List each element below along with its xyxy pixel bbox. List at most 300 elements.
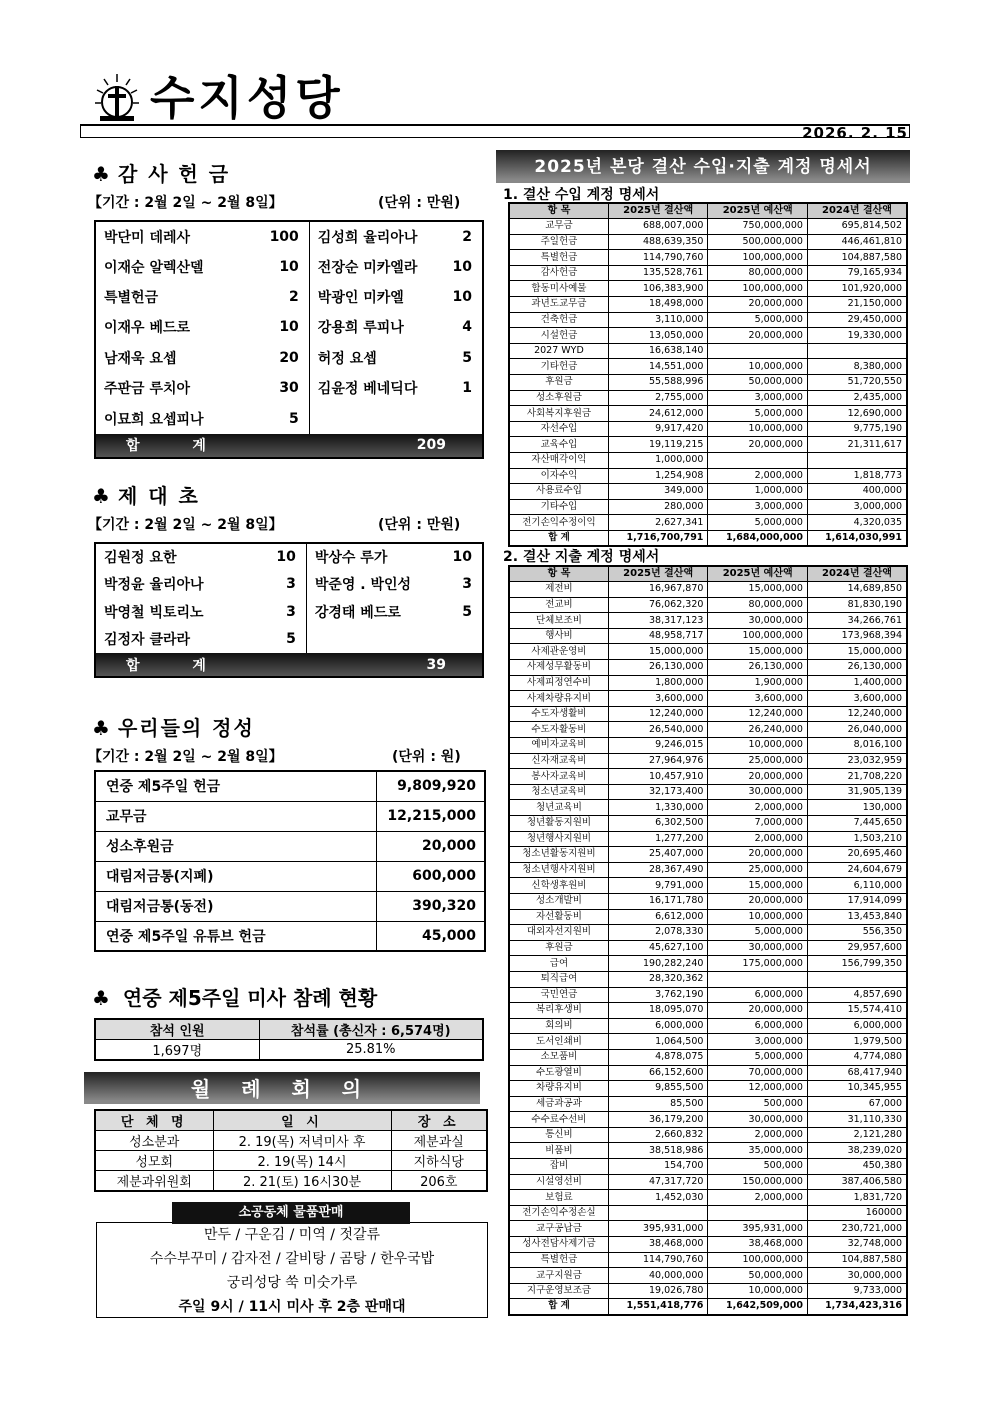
finance-item: 교무금 bbox=[509, 219, 608, 235]
finance-row bbox=[509, 234, 907, 250]
finance-item: 전교비 bbox=[509, 597, 608, 613]
finance-amount: 1,979,500 bbox=[807, 1034, 907, 1050]
finance-item: 후원금 bbox=[509, 940, 608, 956]
finance-header: 2025년 결산액 bbox=[608, 566, 708, 582]
total-label: 합 계 bbox=[95, 653, 262, 677]
donor-name: 박준영 . 박인성 bbox=[314, 577, 412, 594]
offering-item: 연중 제5주일 유튜브 헌금 bbox=[95, 921, 377, 951]
offering-item: 연중 제5주일 헌금 bbox=[95, 771, 377, 801]
finance-row bbox=[509, 613, 907, 629]
finance-row bbox=[509, 800, 907, 816]
finance-row bbox=[509, 390, 907, 406]
finance-amount: 25,000,000 bbox=[708, 753, 808, 769]
donor-row bbox=[95, 221, 483, 251]
donor-name: 남재욱 요셉 bbox=[104, 350, 177, 367]
offering-row bbox=[95, 831, 485, 861]
donor-amount: 10 bbox=[452, 258, 472, 275]
finance-amount: 12,000,000 bbox=[708, 1081, 808, 1097]
finance-row bbox=[509, 956, 907, 972]
finance-total-amount: 1,716,700,791 bbox=[608, 530, 708, 546]
finance-amount: 5,000,000 bbox=[708, 515, 808, 531]
finance-amount: 80,000,000 bbox=[708, 265, 808, 281]
finance-amount: 2,078,330 bbox=[608, 925, 708, 941]
finance-item: 자선수입 bbox=[509, 421, 608, 437]
finance-item: 건축헌금 bbox=[509, 312, 608, 328]
finance-amount: 30,000,000 bbox=[708, 784, 808, 800]
offering-row bbox=[95, 771, 485, 801]
finance-amount: 104,887,580 bbox=[807, 250, 907, 266]
finance-amount: 1,330,000 bbox=[608, 800, 708, 816]
meeting-cell: 성소분과 bbox=[95, 1131, 213, 1151]
finance-amount: 2,000,000 bbox=[708, 831, 808, 847]
finance-amount: 3,600,000 bbox=[807, 691, 907, 707]
thanks-unit: (단위 : 만원) bbox=[378, 195, 461, 211]
offering-row bbox=[95, 801, 485, 831]
finance-amount: 106,383,900 bbox=[608, 281, 708, 297]
finance-item: 봉사자교육비 bbox=[509, 769, 608, 785]
finance-amount: 3,000,000 bbox=[708, 390, 808, 406]
meeting-cell: 지하식당 bbox=[391, 1151, 487, 1171]
finance-amount: 19,026,780 bbox=[608, 1283, 708, 1299]
finance-amount: 10,000,000 bbox=[708, 738, 808, 754]
finance-item: 성소후원금 bbox=[509, 390, 608, 406]
finance-item: 복리후생비 bbox=[509, 1003, 608, 1019]
finance-amount: 29,450,000 bbox=[807, 312, 907, 328]
thanks-section-title: ♣ 감 사 헌 금 bbox=[92, 162, 231, 186]
sale-line: 궁리성당 쑥 미숫가루 bbox=[226, 1275, 358, 1291]
finance-amount: 10,000,000 bbox=[708, 359, 808, 375]
finance-amount: 20,000,000 bbox=[708, 893, 808, 909]
finance-amount: 1,503,210 bbox=[807, 831, 907, 847]
finance-amount: 114,790,760 bbox=[608, 1252, 708, 1268]
finance-amount: 28,320,362 bbox=[608, 971, 708, 987]
finance-row bbox=[509, 1221, 907, 1237]
header-rule bbox=[80, 124, 910, 138]
finance-total-amount: 1,614,030,991 bbox=[807, 530, 907, 546]
finance-amount: 20,000,000 bbox=[708, 297, 808, 313]
finance-amount: 26,130,000 bbox=[608, 660, 708, 676]
offering-table bbox=[94, 770, 486, 952]
finance-row bbox=[509, 265, 907, 281]
finance-amount: 6,000,000 bbox=[708, 987, 808, 1003]
finance-item: 소모품비 bbox=[509, 1049, 608, 1065]
finance-amount: 51,720,550 bbox=[807, 375, 907, 391]
finance-row bbox=[509, 1159, 907, 1175]
finance-amount: 173,968,394 bbox=[807, 628, 907, 644]
finance-amount: 400,000 bbox=[807, 484, 907, 500]
donor-name: 허정 요셉 bbox=[317, 350, 377, 367]
finance-amount: 1,277,200 bbox=[608, 831, 708, 847]
candle-section-title: ♣ 제 대 초 bbox=[92, 484, 200, 508]
finance-amount: 4,878,075 bbox=[608, 1049, 708, 1065]
finance-amount: 3,110,000 bbox=[608, 312, 708, 328]
finance-amount: 18,498,000 bbox=[608, 297, 708, 313]
finance-amount: 20,000,000 bbox=[708, 437, 808, 453]
finance-amount: 12,240,000 bbox=[608, 706, 708, 722]
offering-value: 390,320 bbox=[377, 891, 485, 921]
donor-amount: 2 bbox=[256, 282, 310, 312]
income-table bbox=[508, 202, 908, 547]
finance-amount: 3,000,000 bbox=[708, 499, 808, 515]
finance-amount: 6,302,500 bbox=[608, 816, 708, 832]
finance-amount: 1,900,000 bbox=[708, 675, 808, 691]
finance-header: 항 목 bbox=[509, 203, 608, 219]
donor-amount: 5 bbox=[462, 603, 472, 620]
finance-row bbox=[509, 1143, 907, 1159]
finance-amount: 2,000,000 bbox=[708, 468, 808, 484]
finance-item: 기타수입 bbox=[509, 499, 608, 515]
finance-item: 과년도교무금 bbox=[509, 297, 608, 313]
finance-amount: 50,000,000 bbox=[708, 1268, 808, 1284]
finance-item: 성사전담사제기금 bbox=[509, 1237, 608, 1253]
donor-row bbox=[95, 343, 483, 373]
finance-row bbox=[509, 281, 907, 297]
finance-item: 청년교육비 bbox=[509, 800, 608, 816]
finance-item: 교육수입 bbox=[509, 437, 608, 453]
finance-amount: 7,445,650 bbox=[807, 816, 907, 832]
donor-name: 박정윤 율리아나 bbox=[104, 577, 204, 594]
finance-row bbox=[509, 847, 907, 863]
finance-amount: 4,320,035 bbox=[807, 515, 907, 531]
finance-row bbox=[509, 359, 907, 375]
finance-amount: 45,627,100 bbox=[608, 940, 708, 956]
finance-amount: 32,173,400 bbox=[608, 784, 708, 800]
donor-row bbox=[95, 626, 483, 654]
finance-amount: 30,000,000 bbox=[708, 940, 808, 956]
finance-item: 시설헌금 bbox=[509, 328, 608, 344]
finance-amount: 26,240,000 bbox=[708, 722, 808, 738]
sale-line: 수수부꾸미 / 감자전 / 갈비탕 / 곰탕 / 한우국밥 bbox=[149, 1251, 435, 1267]
donor-name: 특별헌금 bbox=[104, 289, 159, 306]
finance-total-amount: 1,684,000,000 bbox=[708, 530, 808, 546]
finance-amount bbox=[608, 1205, 708, 1221]
finance-amount bbox=[807, 971, 907, 987]
offering-row bbox=[95, 891, 485, 921]
finance-amount: 12,240,000 bbox=[708, 706, 808, 722]
finance-amount: 9,246,015 bbox=[608, 738, 708, 754]
finance-row bbox=[509, 738, 907, 754]
finance-amount: 38,239,020 bbox=[807, 1143, 907, 1159]
total-label: 합 계 bbox=[95, 434, 256, 458]
finance-amount: 9,917,420 bbox=[608, 421, 708, 437]
finance-row bbox=[509, 691, 907, 707]
finance-amount: 3,600,000 bbox=[608, 691, 708, 707]
finance-amount: 21,708,220 bbox=[807, 769, 907, 785]
finance-amount bbox=[708, 343, 808, 359]
finance-item: 수도자활동비 bbox=[509, 722, 608, 738]
finance-row bbox=[509, 675, 907, 691]
offering-row bbox=[95, 861, 485, 891]
finance-amount: 2,000,000 bbox=[708, 1190, 808, 1206]
finance-item: 교구공납금 bbox=[509, 1221, 608, 1237]
donor-amount: 10 bbox=[262, 543, 306, 571]
finance-amount: 10,457,910 bbox=[608, 769, 708, 785]
finance-row bbox=[509, 437, 907, 453]
thanks-period: 【기간 : 2월 2일 ~ 2월 8일】 bbox=[88, 195, 283, 211]
finance-item: 잡비 bbox=[509, 1159, 608, 1175]
donor-name: 박영철 빅토리노 bbox=[104, 604, 204, 621]
donor-name: 김원정 요한 bbox=[104, 550, 177, 567]
finance-amount: 5,000,000 bbox=[708, 1049, 808, 1065]
meeting-row bbox=[95, 1131, 487, 1151]
finance-row bbox=[509, 971, 907, 987]
finance-amount: 70,000,000 bbox=[708, 1065, 808, 1081]
candle-table bbox=[94, 542, 484, 678]
finance-item: 사제차량유지비 bbox=[509, 691, 608, 707]
finance-item: 특별헌금 bbox=[509, 250, 608, 266]
finance-item: 지구운영보조금 bbox=[509, 1283, 608, 1299]
finance-total-label: 합 계 bbox=[509, 530, 608, 546]
finance-item: 단체보조비 bbox=[509, 613, 608, 629]
finance-amount: 26,540,000 bbox=[608, 722, 708, 738]
finance-item: 사용료수입 bbox=[509, 484, 608, 500]
finance-row bbox=[509, 297, 907, 313]
finance-amount: 130,000 bbox=[807, 800, 907, 816]
finance-amount: 15,000,000 bbox=[708, 878, 808, 894]
finance-item: 청소년교육비 bbox=[509, 784, 608, 800]
finance-amount: 6,612,000 bbox=[608, 909, 708, 925]
finance-total-label: 합 계 bbox=[509, 1299, 608, 1315]
finance-amount: 160000 bbox=[807, 1205, 907, 1221]
finance-amount: 14,689,850 bbox=[807, 582, 907, 598]
finance-item: 신자재교육비 bbox=[509, 753, 608, 769]
finance-amount: 695,814,502 bbox=[807, 219, 907, 235]
meetings-table bbox=[94, 1109, 488, 1192]
finance-amount: 100,000,000 bbox=[708, 1252, 808, 1268]
finance-amount: 10,345,955 bbox=[807, 1081, 907, 1097]
finance-amount: 230,721,000 bbox=[807, 1221, 907, 1237]
expense-table bbox=[508, 565, 908, 1316]
total-value: 39 bbox=[262, 653, 483, 677]
finance-amount: 5,000,000 bbox=[708, 925, 808, 941]
donor-amount: 2 bbox=[462, 228, 472, 245]
finance-amount: 85,500 bbox=[608, 1096, 708, 1112]
income-section-title: 1. 결산 수입 계정 명세서 bbox=[503, 187, 660, 203]
finance-row bbox=[509, 421, 907, 437]
finance-amount: 13,050,000 bbox=[608, 328, 708, 344]
attendance-header-count: 참석 인원 bbox=[95, 1019, 259, 1040]
donor-amount bbox=[438, 626, 483, 654]
finance-amount: 100,000,000 bbox=[708, 281, 808, 297]
finance-amount: 349,000 bbox=[608, 484, 708, 500]
finance-row bbox=[509, 468, 907, 484]
finance-amount: 55,588,996 bbox=[608, 375, 708, 391]
finance-amount: 68,417,940 bbox=[807, 1065, 907, 1081]
finance-header: 2025년 예산액 bbox=[708, 203, 808, 219]
finance-row bbox=[509, 597, 907, 613]
finance-banner: 2025년 본당 결산 수입·지출 계정 명세서 bbox=[496, 150, 910, 183]
finance-item: 예비자교육비 bbox=[509, 738, 608, 754]
meeting-row bbox=[95, 1151, 487, 1171]
offering-period: 【기간 : 2월 2일 ~ 2월 8일】 bbox=[88, 749, 283, 765]
donor-amount: 1 bbox=[462, 380, 472, 397]
finance-item: 2027 WYD bbox=[509, 343, 608, 359]
finance-amount: 100,000,000 bbox=[708, 250, 808, 266]
finance-row bbox=[509, 784, 907, 800]
finance-item: 시설영선비 bbox=[509, 1174, 608, 1190]
finance-amount: 29,957,600 bbox=[807, 940, 907, 956]
donor-amount: 3 bbox=[462, 576, 472, 593]
attendance-header-rate: 참석률 (총신자 : 6,574명) bbox=[259, 1019, 483, 1040]
offering-row bbox=[95, 921, 485, 951]
finance-amount: 80,000,000 bbox=[708, 597, 808, 613]
club-icon: ♣ bbox=[92, 986, 110, 1010]
finance-amount: 66,152,600 bbox=[608, 1065, 708, 1081]
sale-title: 소공동체 물품판매 bbox=[172, 1202, 410, 1224]
finance-amount: 156,799,350 bbox=[807, 956, 907, 972]
finance-row bbox=[509, 816, 907, 832]
finance-amount: 3,000,000 bbox=[807, 499, 907, 515]
finance-amount: 3,600,000 bbox=[708, 691, 808, 707]
club-icon: ♣ bbox=[92, 484, 112, 508]
meetings-header: 단 체 명 bbox=[95, 1110, 213, 1131]
finance-amount: 500,000 bbox=[708, 1159, 808, 1175]
finance-amount: 2,000,000 bbox=[708, 800, 808, 816]
finance-item: 수도자생활비 bbox=[509, 706, 608, 722]
finance-row bbox=[509, 582, 907, 598]
finance-row bbox=[509, 1127, 907, 1143]
finance-amount: 154,700 bbox=[608, 1159, 708, 1175]
donor-amount: 10 bbox=[256, 251, 310, 281]
finance-row bbox=[509, 831, 907, 847]
total-row bbox=[95, 653, 483, 677]
donor-amount: 5 bbox=[462, 349, 472, 366]
donor-amount: 3 bbox=[262, 571, 306, 599]
finance-amount: 8,380,000 bbox=[807, 359, 907, 375]
meetings-header: 일 시 bbox=[213, 1110, 391, 1131]
meeting-cell: 2. 19(목) 저녁미사 후 bbox=[213, 1131, 391, 1151]
finance-amount: 20,000,000 bbox=[708, 1003, 808, 1019]
finance-total-amount: 1,734,423,316 bbox=[807, 1299, 907, 1315]
donor-name: 이묘희 요셉피나 bbox=[104, 411, 204, 428]
finance-row bbox=[509, 375, 907, 391]
finance-row bbox=[509, 706, 907, 722]
finance-amount: 4,774,080 bbox=[807, 1049, 907, 1065]
meetings-header: 장 소 bbox=[391, 1110, 487, 1131]
finance-amount: 500,000,000 bbox=[708, 234, 808, 250]
finance-amount: 1,831,720 bbox=[807, 1190, 907, 1206]
finance-amount: 450,380 bbox=[807, 1159, 907, 1175]
finance-amount: 20,000,000 bbox=[708, 847, 808, 863]
finance-row bbox=[509, 769, 907, 785]
finance-amount: 3,762,190 bbox=[608, 987, 708, 1003]
finance-amount: 15,000,000 bbox=[708, 582, 808, 598]
church-name: 수지성당 bbox=[150, 71, 344, 125]
finance-row bbox=[509, 628, 907, 644]
finance-item: 행사비 bbox=[509, 628, 608, 644]
bulletin-date: 2026. 2. 15 bbox=[802, 124, 908, 142]
offering-item: 성소후원금 bbox=[95, 831, 377, 861]
finance-amount: 7,000,000 bbox=[708, 816, 808, 832]
attendance-section-title: ♣ 연중 제5주일 미사 참례 현황 bbox=[92, 986, 378, 1010]
finance-amount: 18,095,070 bbox=[608, 1003, 708, 1019]
finance-amount: 1,818,773 bbox=[807, 468, 907, 484]
meeting-row bbox=[95, 1171, 487, 1192]
donor-amount bbox=[440, 403, 483, 433]
finance-row bbox=[509, 862, 907, 878]
donor-amount: 5 bbox=[256, 403, 310, 433]
finance-amount: 26,130,000 bbox=[807, 660, 907, 676]
donor-name bbox=[309, 403, 439, 433]
donor-amount: 20 bbox=[256, 343, 310, 373]
finance-row bbox=[509, 893, 907, 909]
finance-amount: 114,790,760 bbox=[608, 250, 708, 266]
finance-amount: 47,317,720 bbox=[608, 1174, 708, 1190]
finance-item: 청소년행사지원비 bbox=[509, 862, 608, 878]
finance-row bbox=[509, 753, 907, 769]
finance-amount: 13,453,840 bbox=[807, 909, 907, 925]
finance-amount: 9,775,190 bbox=[807, 421, 907, 437]
finance-item: 자선활동비 bbox=[509, 909, 608, 925]
sale-box bbox=[96, 1222, 488, 1318]
finance-item: 기타헌금 bbox=[509, 359, 608, 375]
finance-item: 제전비 bbox=[509, 582, 608, 598]
finance-row bbox=[509, 219, 907, 235]
finance-row bbox=[509, 453, 907, 469]
finance-row bbox=[509, 722, 907, 738]
finance-amount: 280,000 bbox=[608, 499, 708, 515]
donor-row bbox=[95, 598, 483, 626]
finance-amount: 35,000,000 bbox=[708, 1143, 808, 1159]
finance-item: 전기손익수정이익 bbox=[509, 515, 608, 531]
donor-row bbox=[95, 251, 483, 281]
finance-amount: 30,000,000 bbox=[708, 1112, 808, 1128]
finance-amount: 67,000 bbox=[807, 1096, 907, 1112]
finance-header: 2025년 예산액 bbox=[708, 566, 808, 582]
finance-amount: 34,266,761 bbox=[807, 613, 907, 629]
finance-amount: 12,240,000 bbox=[807, 706, 907, 722]
finance-item: 사제성무활동비 bbox=[509, 660, 608, 676]
donor-name: 주판금 루치아 bbox=[104, 381, 191, 398]
finance-item: 대외자선지원비 bbox=[509, 925, 608, 941]
candle-unit: (단위 : 만원) bbox=[378, 517, 461, 533]
finance-amount: 28,367,490 bbox=[608, 862, 708, 878]
finance-amount: 25,407,000 bbox=[608, 847, 708, 863]
finance-amount: 48,958,717 bbox=[608, 628, 708, 644]
donor-row bbox=[95, 403, 483, 433]
finance-amount: 15,000,000 bbox=[807, 644, 907, 660]
finance-amount: 10,000,000 bbox=[708, 1283, 808, 1299]
finance-item: 급여 bbox=[509, 956, 608, 972]
meeting-cell: 성모회 bbox=[95, 1151, 213, 1171]
donor-amount: 5 bbox=[262, 626, 306, 654]
finance-amount: 4,857,690 bbox=[807, 987, 907, 1003]
finance-amount: 15,000,000 bbox=[608, 644, 708, 660]
finance-amount: 24,604,679 bbox=[807, 862, 907, 878]
finance-row bbox=[509, 644, 907, 660]
offering-section-title: ♣ 우리들의 정성 bbox=[92, 716, 255, 740]
club-icon: ♣ bbox=[92, 716, 112, 740]
finance-amount: 1,400,000 bbox=[807, 675, 907, 691]
finance-amount: 5,000,000 bbox=[708, 312, 808, 328]
expense-section-title: 2. 결산 지출 계정 명세서 bbox=[503, 549, 660, 565]
finance-amount: 25,000,000 bbox=[708, 862, 808, 878]
finance-amount: 79,165,934 bbox=[807, 265, 907, 281]
total-row bbox=[95, 434, 483, 458]
finance-item: 사회복지후원금 bbox=[509, 406, 608, 422]
finance-amount: 175,000,000 bbox=[708, 956, 808, 972]
finance-row bbox=[509, 406, 907, 422]
meeting-cell: 2. 19(목) 14시 bbox=[213, 1151, 391, 1171]
finance-amount: 1,000,000 bbox=[708, 484, 808, 500]
donor-name: 김윤정 베네딕다 bbox=[317, 381, 418, 398]
finance-amount: 190,282,240 bbox=[608, 956, 708, 972]
finance-header: 2025년 결산액 bbox=[608, 203, 708, 219]
finance-amount: 14,551,000 bbox=[608, 359, 708, 375]
finance-total-row bbox=[509, 530, 907, 546]
finance-amount: 3,000,000 bbox=[708, 1034, 808, 1050]
donor-name: 강용희 루피나 bbox=[317, 320, 404, 337]
